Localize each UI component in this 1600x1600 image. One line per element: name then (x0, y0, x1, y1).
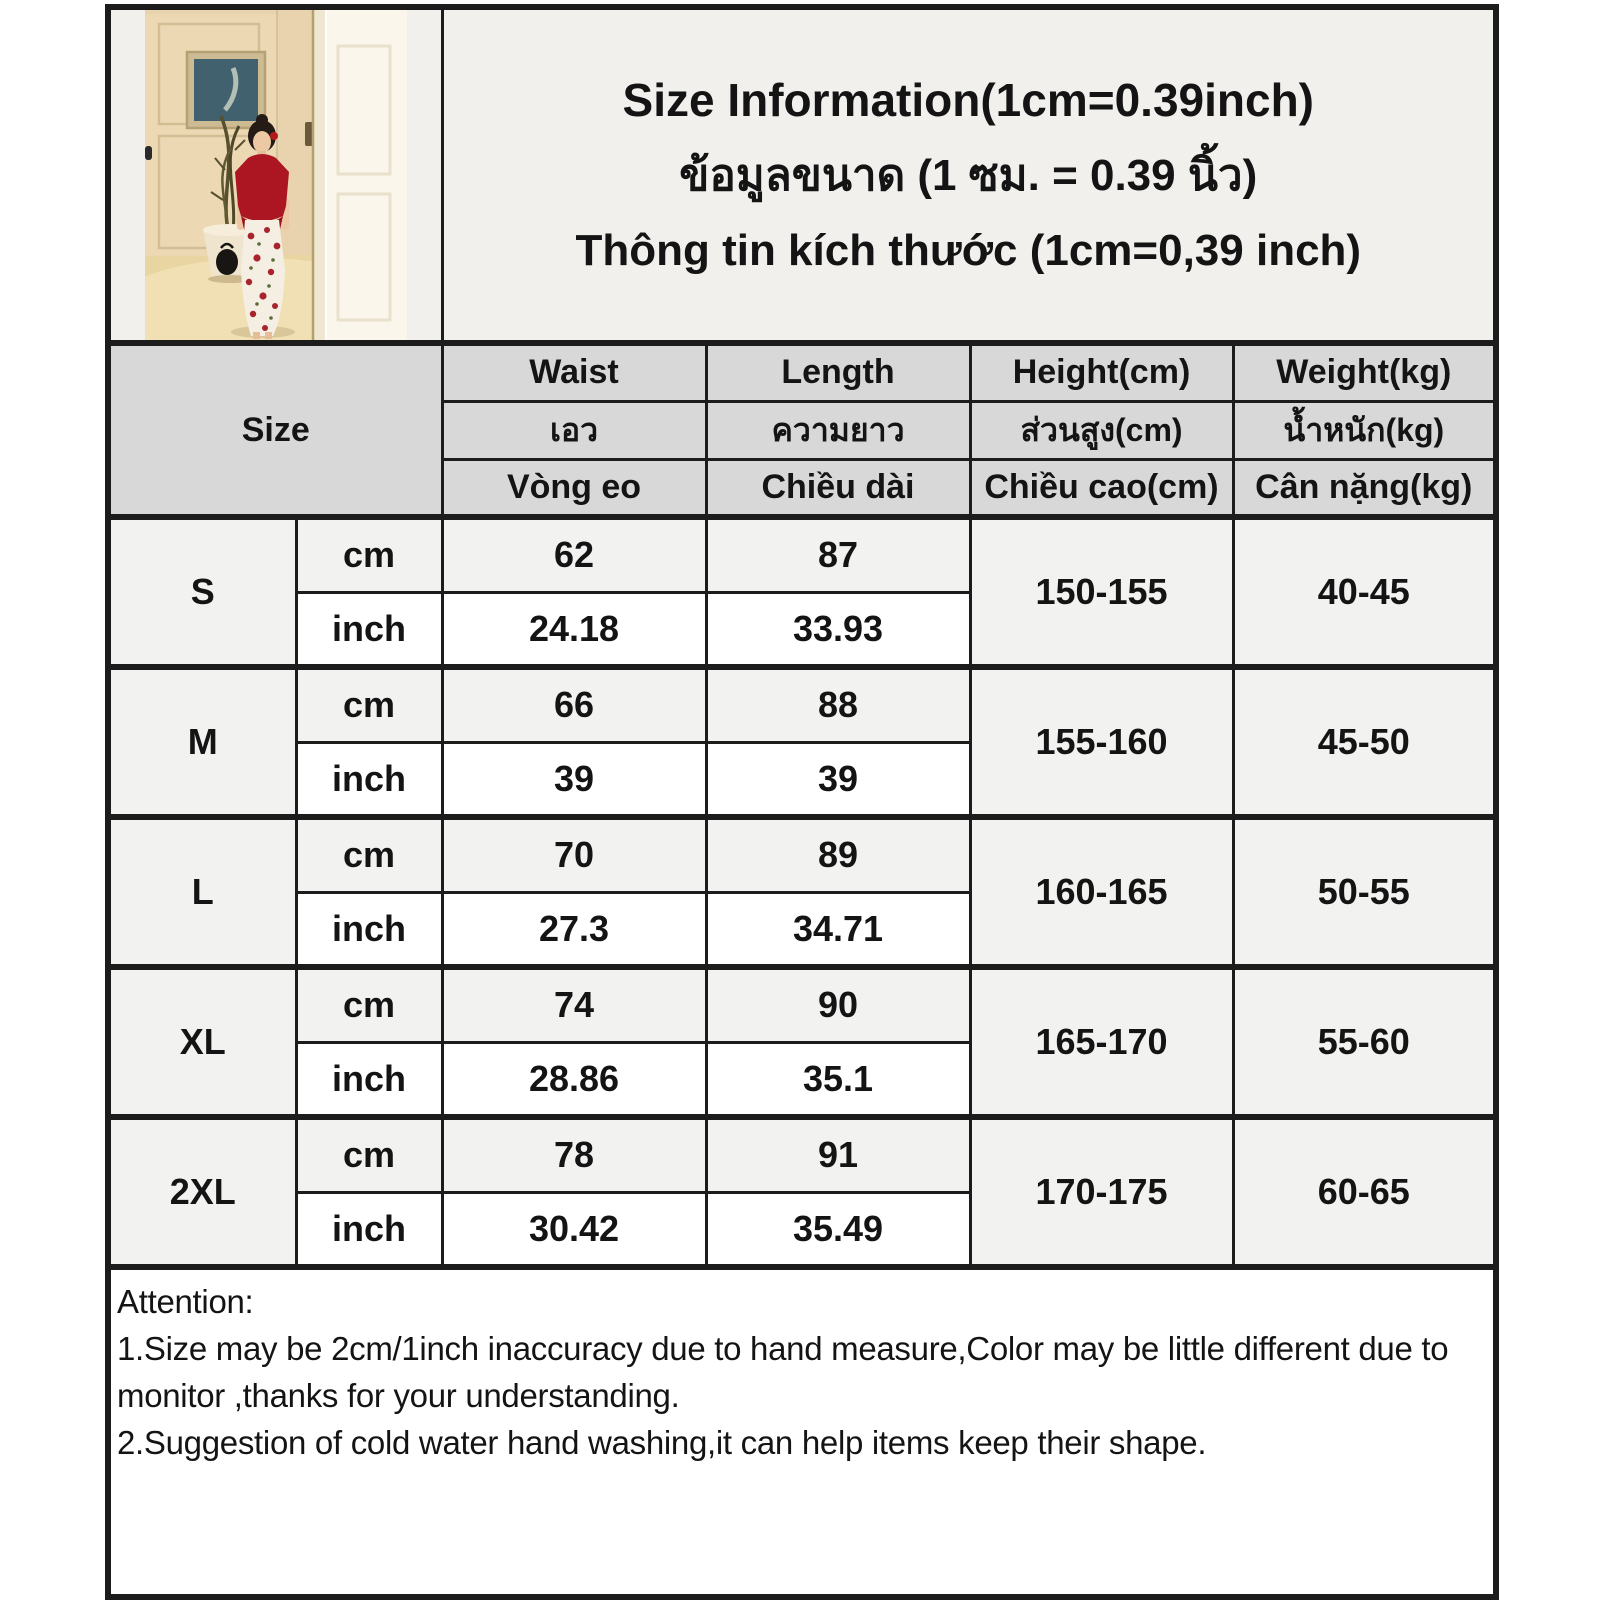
row-s-height-range: 150-155 (970, 517, 1233, 667)
row-2xl-length-cm: 91 (706, 1117, 970, 1192)
row-s-size-label: S (108, 517, 296, 667)
row-xl-waist-cm: 74 (442, 967, 706, 1042)
row-l-inch-unit: inch (296, 892, 442, 967)
row-l-length-inch: 34.71 (706, 892, 970, 967)
row-s-length-inch: 33.93 (706, 592, 970, 667)
row-xl-inch-unit: inch (296, 1042, 442, 1117)
row-m-length-inch: 39 (706, 742, 970, 817)
row-2xl-waist-inch: 30.42 (442, 1192, 706, 1267)
header-weight-en: Weight(kg) (1233, 343, 1496, 401)
title-vietnamese: Thông tin kích thước (1cm=0,39 inch) (575, 225, 1362, 275)
row-m-size-label: M (108, 667, 296, 817)
table-row (108, 517, 1496, 592)
row-xl-height-range: 165-170 (970, 967, 1233, 1117)
row-2xl-cm-unit: cm (296, 1117, 442, 1192)
product-photo (145, 10, 407, 340)
attention-heading: Attention: (117, 1283, 254, 1320)
row-xl-length-cm: 90 (706, 967, 970, 1042)
header-height-en: Height(cm) (970, 343, 1233, 401)
row-m-waist-cm: 66 (442, 667, 706, 742)
attention-section (108, 1267, 1496, 1597)
row-s-inch-unit: inch (296, 592, 442, 667)
row-s-cm-unit: cm (296, 517, 442, 592)
row-l-waist-inch: 27.3 (442, 892, 706, 967)
table-row (108, 1117, 1496, 1192)
row-s-weight-range: 40-45 (1233, 517, 1496, 667)
attention-note-1: 1.Size may be 2cm/1inch inaccuracy due to hand measure,Color may be little different due to monitor ,thanks for your understanding. (117, 1330, 1449, 1414)
title-english: Size Information(1cm=0.39inch) (622, 73, 1314, 126)
header-height-vi: Chiều cao(cm) (970, 459, 1233, 517)
row-2xl-height-range: 170-175 (970, 1117, 1233, 1267)
row-xl-cm-unit: cm (296, 967, 442, 1042)
header-weight-vi: Cân nặng(kg) (1233, 459, 1496, 517)
table-row (108, 817, 1496, 892)
size-column-header: Size (108, 343, 442, 517)
row-xl-waist-inch: 28.86 (442, 1042, 706, 1117)
header-weight-th: น้ำหนัก(kg) (1233, 401, 1496, 459)
row-m-length-cm: 88 (706, 667, 970, 742)
row-m-height-range: 155-160 (970, 667, 1233, 817)
header-waist-vi: Vòng eo (442, 459, 706, 517)
row-xl-length-inch: 35.1 (706, 1042, 970, 1117)
header-length-vi: Chiều dài (706, 459, 970, 517)
row-l-size-label: L (108, 817, 296, 967)
row-m-waist-inch: 39 (442, 742, 706, 817)
table-row (108, 667, 1496, 742)
product-photo-cell (108, 7, 442, 343)
header-length-en: Length (706, 343, 970, 401)
size-info-title-block (442, 7, 1496, 343)
attention-note-2: 2.Suggestion of cold water hand washing,it can help items keep their shape. (117, 1424, 1207, 1461)
row-s-length-cm: 87 (706, 517, 970, 592)
row-2xl-inch-unit: inch (296, 1192, 442, 1267)
row-l-length-cm: 89 (706, 817, 970, 892)
row-m-inch-unit: inch (296, 742, 442, 817)
header-height-th: ส่วนสูง(cm) (970, 401, 1233, 459)
title-thai: ข้อมูลขนาด (1 ซม. = 0.39 นิ้ว) (679, 150, 1258, 200)
row-l-height-range: 160-165 (970, 817, 1233, 967)
row-2xl-weight-range: 60-65 (1233, 1117, 1496, 1267)
row-l-weight-range: 50-55 (1233, 817, 1496, 967)
row-m-weight-range: 45-50 (1233, 667, 1496, 817)
table-row (108, 967, 1496, 1042)
size-table (105, 4, 1499, 1600)
header-waist-th: เอว (442, 401, 706, 459)
row-2xl-length-inch: 35.49 (706, 1192, 970, 1267)
header-length-th: ความยาว (706, 401, 970, 459)
row-s-waist-cm: 62 (442, 517, 706, 592)
row-l-waist-cm: 70 (442, 817, 706, 892)
row-m-cm-unit: cm (296, 667, 442, 742)
row-xl-weight-range: 55-60 (1233, 967, 1496, 1117)
row-2xl-size-label: 2XL (108, 1117, 296, 1267)
row-s-waist-inch: 24.18 (442, 592, 706, 667)
header-waist-en: Waist (442, 343, 706, 401)
row-2xl-waist-cm: 78 (442, 1117, 706, 1192)
product-photo-illustration (145, 10, 407, 340)
row-xl-size-label: XL (108, 967, 296, 1117)
row-l-cm-unit: cm (296, 817, 442, 892)
